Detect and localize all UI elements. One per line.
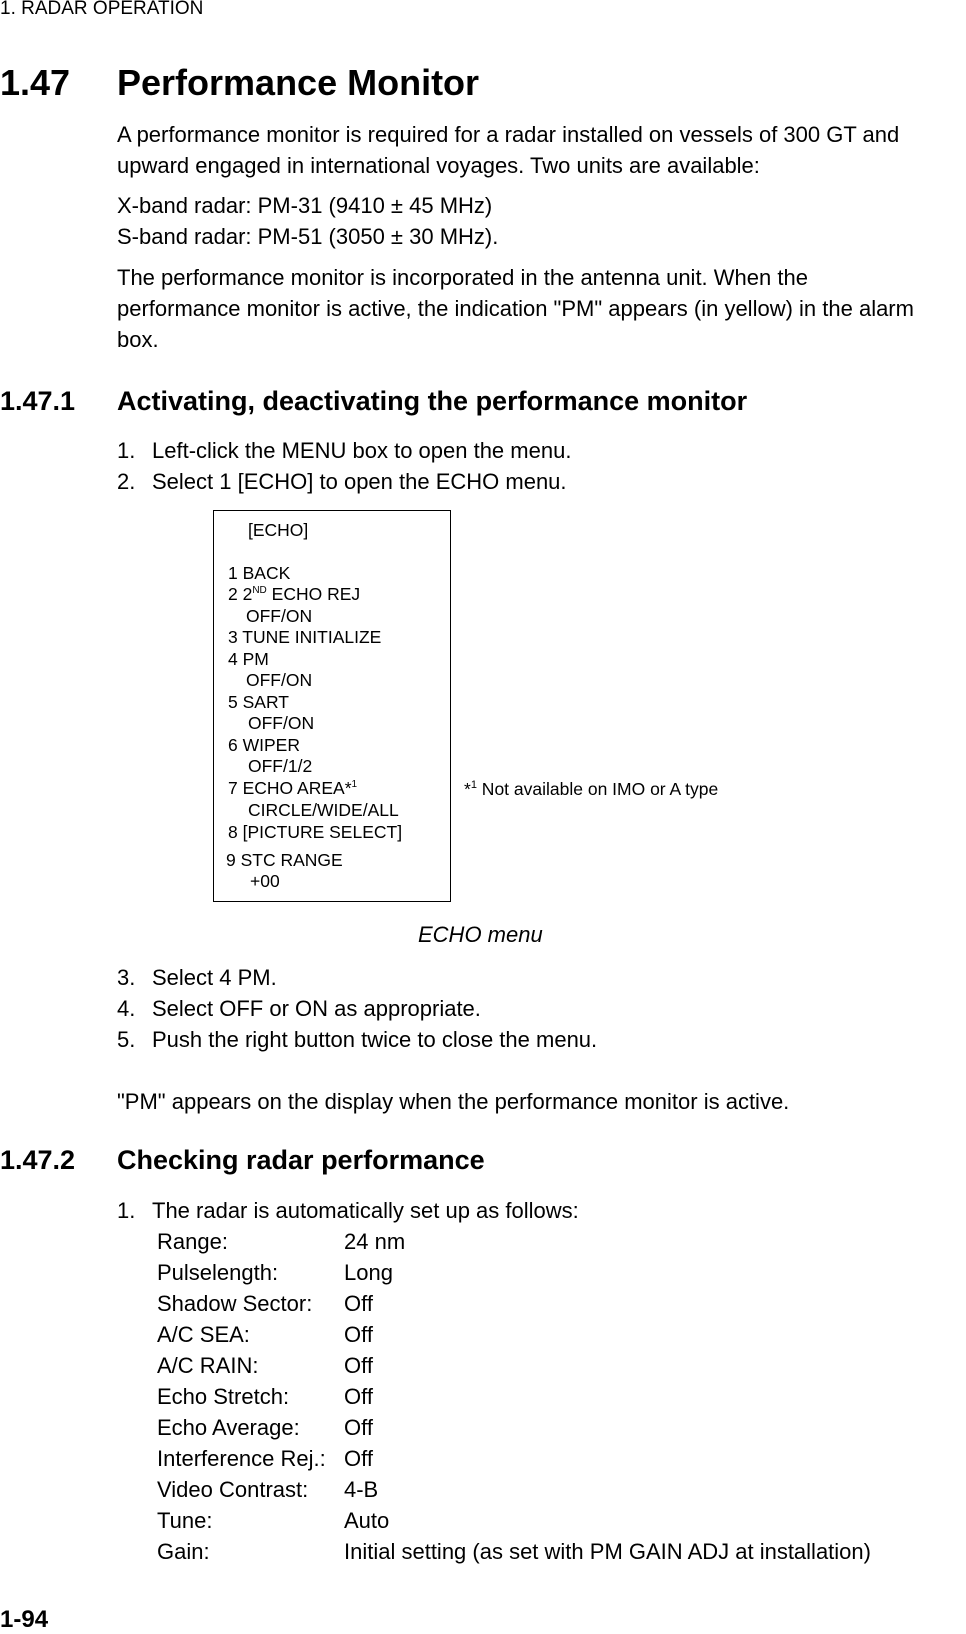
setting-value: Off (344, 1384, 373, 1409)
menu-item-picture-select: 8 [PICTURE SELECT] (228, 822, 403, 842)
setting-value: Off (344, 1322, 373, 1347)
pm-note: "PM" appears on the display when the performance monitor is active. (117, 1089, 790, 1114)
setting-value: Off (344, 1415, 373, 1440)
intro-paragraph: A performance monitor is required for a radar installed on vessels of 300 GT and upward engaged in international voyages. Two units are available: (117, 122, 900, 178)
echo-menu-box (213, 510, 451, 902)
step-number: 1. (117, 438, 136, 463)
step-number: 4. (117, 996, 136, 1021)
setting-value: Initial setting (as set with PM GAIN ADJ at installation) (344, 1539, 871, 1564)
setting-value: Off (344, 1446, 373, 1471)
echo-menu-title: [ECHO] (248, 520, 309, 540)
menu-option: OFF/1/2 (248, 756, 313, 776)
setting-label: Pulselength: (157, 1260, 279, 1285)
setting-value: 4-B (344, 1477, 379, 1502)
x-band-line: X-band radar: PM-31 (9410 ± 45 MHz) (117, 193, 493, 218)
menu-item-tune-initialize: 3 TUNE INITIALIZE (228, 627, 382, 647)
subsection-1-number: 1.47.1 (0, 386, 76, 416)
step-text: Select OFF or ON as appropriate. (152, 996, 481, 1021)
subsection-2-title: Checking radar performance (117, 1145, 485, 1175)
step-number: 3. (117, 965, 136, 990)
menu-item-echo-rej: 2 2ND ECHO REJ (228, 584, 361, 604)
setting-value: Auto (344, 1508, 390, 1533)
setting-label: Range: (157, 1229, 228, 1254)
menu-item-back: 1 BACK (228, 563, 291, 583)
step-text: Left-click the MENU box to open the menu. (152, 438, 572, 463)
step-number: 1. (117, 1198, 136, 1223)
menu-option: CIRCLE/WIDE/ALL (248, 800, 399, 820)
step-text: Push the right button twice to close the menu. (152, 1027, 598, 1052)
running-header: 1. RADAR OPERATION (0, 0, 204, 19)
subsection-1-title: Activating, deactivating the performance monitor (117, 386, 748, 416)
subsection-2-number: 1.47.2 (0, 1145, 76, 1175)
step-number: 2. (117, 469, 136, 494)
page-number: 1-94 (0, 1606, 49, 1633)
setting-label: Echo Average: (157, 1415, 300, 1440)
s-band-line: S-band radar: PM-51 (3050 ± 30 MHz). (117, 224, 499, 249)
step-number: 5. (117, 1027, 136, 1052)
setting-label: A/C RAIN: (157, 1353, 259, 1378)
step-text: The radar is automatically set up as follows: (152, 1198, 579, 1223)
pm-description-paragraph: The performance monitor is incorporated in the antenna unit. When the performance monitor is active, the indication "PM" appears (in yellow) in the alarm box. (117, 265, 914, 352)
setting-label: Shadow Sector: (157, 1291, 313, 1316)
menu-option: OFF/ON (246, 606, 313, 626)
footnote: *$^1$ Not available on IMO or A type (464, 779, 719, 799)
setting-label: Echo Stretch: (157, 1384, 290, 1409)
menu-item-echo-area: 7 ECHO AREA*$^1$ (228, 778, 358, 798)
setting-label: Interference Rej.: (157, 1446, 326, 1471)
setting-label: Tune: (157, 1508, 213, 1533)
figure-caption: ECHO menu (418, 922, 543, 947)
menu-option: +00 (250, 871, 280, 891)
setting-value: Off (344, 1353, 373, 1378)
menu-option: OFF/ON (246, 670, 313, 690)
setting-value: Off (344, 1291, 373, 1316)
setting-label: Video Contrast: (157, 1477, 309, 1502)
setting-value: 24 nm (344, 1229, 406, 1254)
menu-item-wiper: 6 WIPER (228, 735, 300, 755)
step-text: Select 1 [ECHO] to open the ECHO menu. (152, 469, 567, 494)
menu-item-sart: 5 SART (228, 692, 289, 712)
step-text: Select 4 PM. (152, 965, 277, 990)
menu-item-pm: 4 PM (228, 649, 269, 669)
menu-item-stc-range: 9 STC RANGE (226, 850, 343, 870)
setting-label: Gain: (157, 1539, 210, 1564)
setting-value: Long (344, 1260, 393, 1285)
section-title: Performance Monitor (117, 62, 480, 103)
setting-label: A/C SEA: (157, 1322, 250, 1347)
menu-option: OFF/ON (248, 713, 315, 733)
section-number: 1.47 (0, 62, 71, 103)
